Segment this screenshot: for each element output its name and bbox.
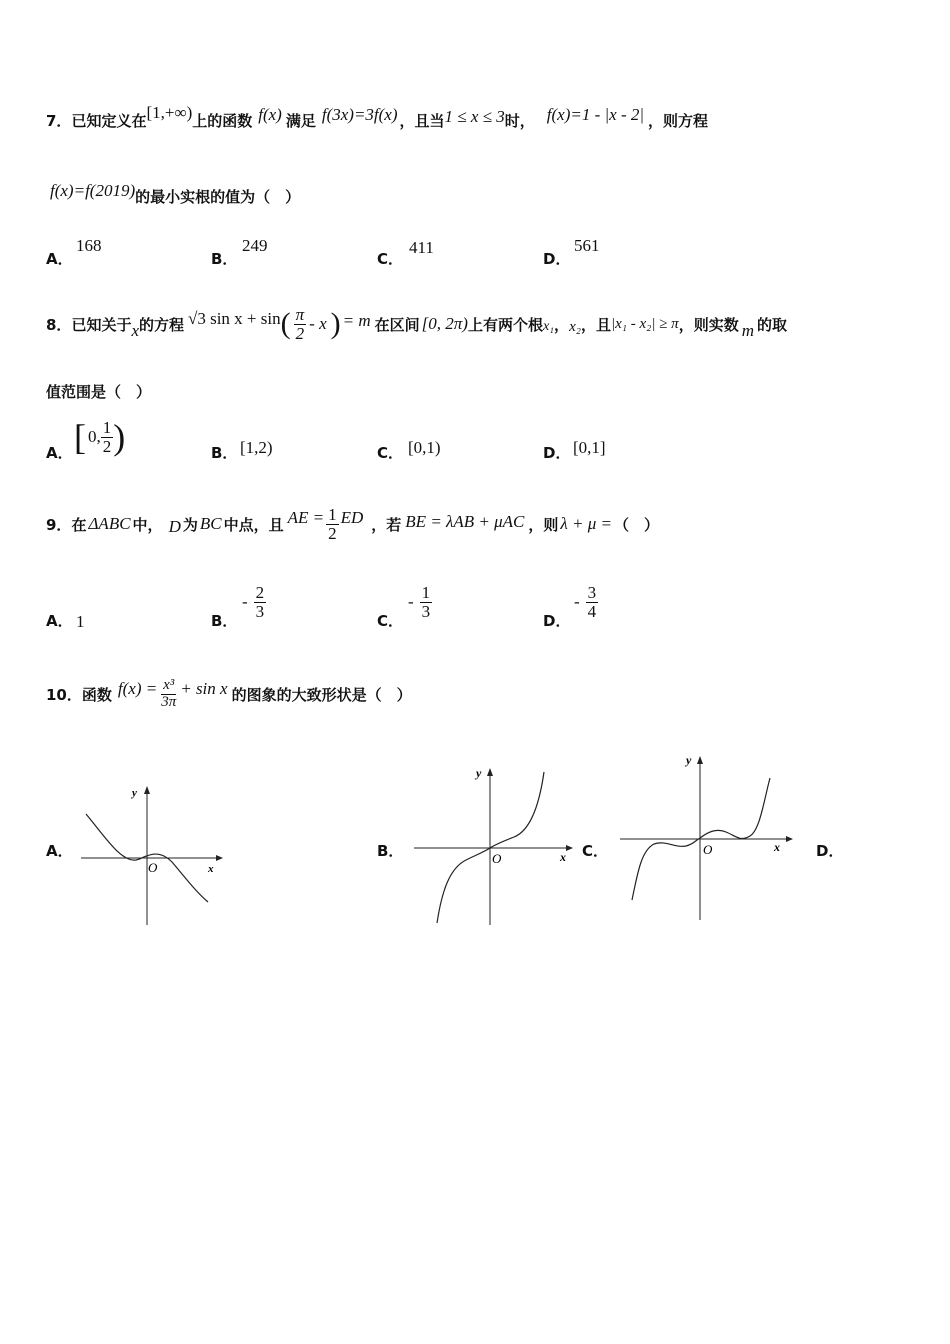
q8-paren-close: ) (330, 307, 341, 340)
q9-text-2: 中， (132, 515, 163, 534)
q9-half-num: 1 (328, 504, 337, 524)
q7-option-a-label: A． (46, 250, 73, 268)
q9-option-b-label: B． (211, 612, 238, 630)
q10-option-b[interactable] (377, 840, 403, 861)
q9-option-d-value (574, 584, 598, 621)
q8-pi-over-2 (294, 306, 307, 343)
q10-graph-c-x-label: x (774, 840, 780, 854)
q8-option-c-value: [0,1) (408, 438, 441, 457)
q8-option-a-value (74, 416, 125, 458)
q8-variable-x: x (131, 321, 139, 340)
q10-option-a-label: A． (46, 842, 73, 860)
q9-option-b-den: 3 (255, 601, 265, 621)
q9-equation: BE = λAB + μAC (405, 512, 525, 531)
q9-text-1: 在 (71, 515, 87, 534)
q7-domain: [1,+∞) (146, 103, 193, 122)
q7-option-d[interactable] (543, 248, 570, 269)
q8-option-b-value: [1,2) (240, 438, 273, 457)
q9-text-5: ，若 (371, 515, 402, 534)
q7-line-2 (50, 176, 300, 216)
q7-option-a[interactable] (46, 248, 73, 269)
q8-text-6: ，则实数 (678, 315, 739, 334)
q7-option-d-label: D． (543, 250, 571, 268)
q10-graph-b-y-label: y (476, 766, 482, 780)
q10-graph-b-x-label: x (560, 850, 566, 864)
q8-equation-right: = m (342, 311, 371, 330)
q7-option-c-value: 411 (409, 238, 434, 257)
q10-graph-b-y-arrow (487, 768, 493, 776)
q7-text-2: 上的函数 (192, 111, 253, 130)
q9-text-3: 为 (182, 515, 198, 534)
q9-text-6: ，则 (528, 515, 559, 534)
q10-fx: f(x) = (117, 679, 158, 698)
q10-option-c[interactable] (582, 840, 608, 861)
q9-option-c-den: 3 (421, 601, 431, 621)
q8-equation-left: √3 sin x + sin (188, 309, 281, 328)
q9-option-b-sign: - (242, 592, 248, 612)
q7-text-4: ，且当 (399, 111, 445, 130)
q7-text-1: 已知定义在 (71, 111, 147, 130)
q8-option-a-prefix: 0, (88, 427, 101, 446)
q8-option-b[interactable] (211, 442, 237, 463)
q8-option-a-bracket-close: ) (113, 417, 126, 457)
q9-option-c-num: 1 (421, 583, 431, 602)
q8-option-c[interactable] (377, 442, 403, 463)
q8-text-2: 的方程 (139, 315, 185, 334)
q8-variable-m: m (741, 321, 754, 340)
q8-text-4: 上有两个根 (467, 315, 543, 334)
q10-option-c-label: C． (582, 842, 609, 860)
q8-interval: [0, 2π) (421, 314, 468, 333)
q9-option-d-fraction (586, 584, 599, 621)
q7-equation-3: f(x)=f(2019) (50, 181, 136, 200)
q9-point-d: D (168, 517, 181, 536)
q9-line (46, 496, 659, 552)
q8-paren-open: ( (280, 307, 291, 340)
q8-minus-x: - x (309, 314, 327, 333)
q10-option-d[interactable] (816, 840, 843, 861)
q9-option-d-sign: - (574, 592, 580, 612)
q7-text-3: 满足 (285, 111, 316, 130)
q7-options (46, 236, 646, 270)
q10-option-d-label: D． (816, 842, 844, 860)
q10-graph-b (410, 760, 580, 930)
q10-graph-c-y-arrow (697, 756, 703, 764)
q9-text-4: 中点，且 (223, 515, 284, 534)
q7-text-6: ，则方程 (648, 111, 709, 130)
q10-rest: + sin x (180, 679, 228, 698)
q9-option-c-sign: - (408, 592, 414, 612)
q7-condition: 1 ≤ x ≤ 3 (444, 107, 505, 126)
q8-line-2 (46, 381, 151, 402)
q9-segment-bc: BC (199, 514, 222, 533)
q9-number: 9． (46, 515, 72, 534)
q9-option-b-value (242, 584, 266, 621)
q10-graph-c-y-label: y (686, 753, 692, 767)
q8-text-8: 值范围是（ ） (46, 383, 152, 401)
q7-line-1 (46, 100, 708, 140)
q9-option-d[interactable] (543, 610, 570, 631)
q8-option-d-label: D． (543, 444, 571, 462)
q9-text-7: （ ） (614, 515, 660, 534)
q7-option-b-label: B． (211, 250, 238, 268)
q8-option-d-value: [0,1] (573, 438, 606, 457)
q10-graph-a-x-label: x (208, 863, 214, 875)
q8-separator: ， (554, 315, 570, 334)
q8-option-a-bracket-open: [ (74, 417, 86, 457)
q8-text-7: 的取 (756, 315, 787, 334)
q9-option-b-fraction (254, 584, 267, 621)
q7-fx: f(x) (258, 105, 282, 124)
q7-option-b-value: 249 (242, 236, 268, 255)
q7-option-c[interactable] (377, 248, 403, 269)
q10-number: 10． (46, 685, 82, 704)
q10-graph-b-origin: O (492, 851, 502, 866)
q9-option-c-value (408, 584, 432, 621)
q8-text-5: ，且 (580, 315, 611, 334)
q10-graph-a-y-arrow (144, 786, 150, 794)
q7-number: 7． (46, 111, 72, 130)
q8-option-b-label: B． (211, 444, 238, 462)
q10-fraction (159, 678, 178, 711)
q8-number: 8． (46, 315, 72, 334)
q10-text-2: 的图象的大致形状是（ ） (231, 685, 412, 704)
q10-graph-b-x-arrow (566, 845, 573, 851)
q9-option-c-fraction (420, 584, 433, 621)
q8-x1: x₁ (542, 319, 555, 334)
q9-options (46, 582, 646, 634)
q8-pi: π (295, 304, 305, 324)
q7-option-a-value: 168 (76, 236, 102, 255)
q7-equation-2: f(x)=1 - |x - 2| (546, 105, 645, 124)
q10-numerator: x³ (163, 676, 175, 693)
q10-graph-c (616, 750, 796, 925)
q9-vector-right: ED (340, 508, 364, 527)
q8-option-c-label: C． (377, 444, 404, 462)
q10-line (46, 666, 412, 722)
q8-option-a-fraction (101, 419, 114, 456)
q10-graph-a (76, 780, 226, 930)
q8-x2: x₂ (569, 318, 581, 335)
q9-sum: λ + μ = (560, 514, 613, 533)
q9-half (326, 506, 339, 543)
q9-option-a-value: 1 (76, 612, 85, 631)
q8-line-1 (46, 296, 787, 352)
q10-graph-a-origin: O (148, 860, 158, 875)
q9-option-b[interactable] (211, 610, 237, 631)
q10-denominator: 3π (161, 693, 177, 710)
q10-option-b-label: B． (377, 842, 404, 860)
q10-text-1: 函数 (81, 685, 112, 704)
q8-text-3: 在区间 (374, 315, 420, 334)
q7-option-d-value: 561 (574, 236, 600, 255)
q9-option-d-den: 4 (587, 601, 597, 621)
q9-half-den: 2 (328, 523, 337, 543)
q10-graph-c-origin: O (703, 842, 713, 857)
q8-option-a-num: 1 (102, 417, 112, 437)
q8-option-d[interactable] (543, 442, 570, 463)
q8-condition: |x₁ - x₂| ≥ π (610, 315, 679, 332)
q7-text-7: 的最小实根的值为（ ） (135, 187, 301, 206)
q8-option-a-label: A． (46, 444, 73, 462)
q8-option-a-den: 2 (102, 436, 112, 456)
q10-graph-c-x-arrow (786, 836, 793, 842)
q7-option-c-label: C． (377, 250, 404, 268)
q9-option-c-label: C． (377, 612, 404, 630)
q10-graph-a-y-label: y (132, 787, 137, 799)
q8-options (46, 416, 646, 466)
q10-option-a[interactable] (46, 840, 73, 861)
q8-two: 2 (295, 323, 305, 343)
q8-text-1: 已知关于 (71, 315, 132, 334)
q9-option-d-num: 3 (587, 583, 597, 602)
q7-option-b[interactable] (211, 248, 237, 269)
q8-option-a[interactable] (46, 442, 73, 463)
q7-equation-1: f(3x)=3f(x) (321, 105, 398, 124)
q9-triangle: ΔABC (88, 514, 131, 533)
q9-option-d-label: D． (543, 612, 571, 630)
q9-option-c[interactable] (377, 610, 403, 631)
q7-text-5: 时， (504, 111, 535, 130)
q9-option-a[interactable] (46, 610, 73, 631)
q9-option-b-num: 2 (255, 583, 265, 602)
q10-graph-a-x-arrow (216, 855, 223, 861)
q9-vector-left: AE = (287, 508, 325, 527)
q9-option-a-label: A． (46, 612, 73, 630)
